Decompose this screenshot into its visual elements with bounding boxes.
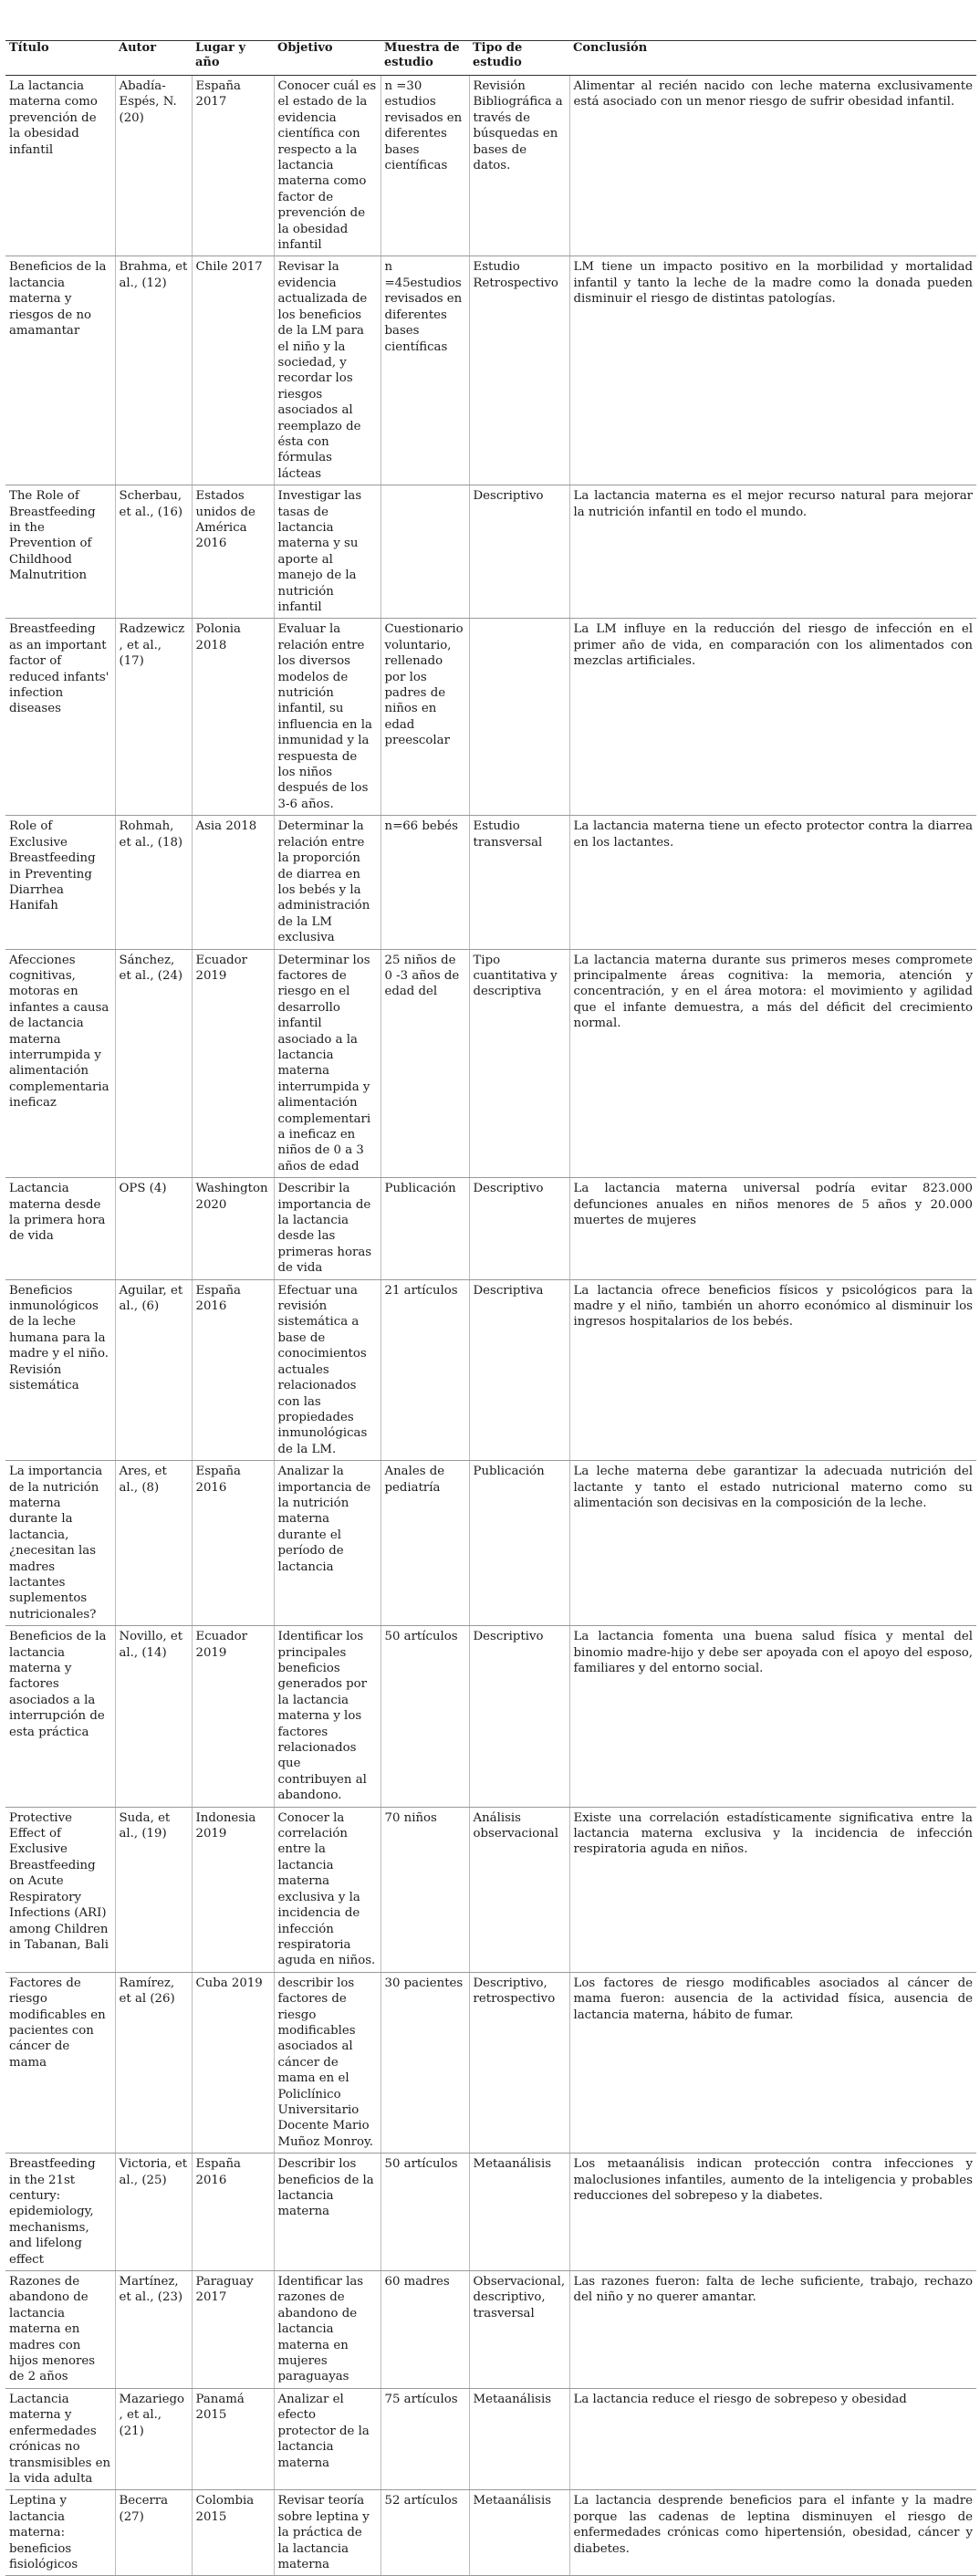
cell-autor: OPS (4) <box>115 1178 192 1279</box>
cell-tipo: Descriptivo <box>469 1626 569 1807</box>
cell-autor: Radzewicz, et al., (17) <box>115 619 192 816</box>
cell-objetivo: describir los factores de riesgo modificables asociados al cáncer de mama en el Policlínico Universitario Docente Mario Muñoz Monroy. <box>274 1972 381 2153</box>
cell-lugar-ano: Asia 2018 <box>192 816 274 949</box>
cell-objetivo: Conocer la correlación entre la lactancia materna exclusiva y la incidencia de infección respiratoria aguda en niños. <box>274 1807 381 1972</box>
cell-muestra: n =30 estudios revisados en diferentes bases científicas <box>381 76 469 256</box>
cell-conclusion: La lactancia materna universal podría evitar 823.000 defunciones anuales en niños menores de 5 años y 20.000 muertes de mujeres <box>569 1178 976 1279</box>
cell-conclusion: La lactancia desprende beneficios para el infante y la madre porque las cadenas de leptina disminuyen el riesgo de enfermedades crónicas como hipertensión, obesidad, cáncer y diabetes. <box>569 2490 976 2576</box>
header-objetivo: Objetivo <box>274 41 381 76</box>
table-row <box>5 2154 976 2271</box>
cell-titulo: Afecciones cognitivas, motoras en infantes a causa de lactancia materna interrumpida y alimentación complementaria ineficaz <box>5 949 115 1178</box>
cell-tipo: Tipo cuantitativa y descriptiva <box>469 949 569 1178</box>
cell-lugar-ano: Washington 2020 <box>192 1178 274 1279</box>
cell-objetivo: Analizar el efecto protector de la lactancia materna <box>274 2388 381 2489</box>
cell-tipo: Estudio Retrospectivo <box>469 256 569 485</box>
table-row <box>5 1279 976 1460</box>
table-row <box>5 76 976 256</box>
cell-objetivo: Identificar los principales beneficios generados por la lactancia materna y los factores relacionados que contribuyen al abandono. <box>274 1626 381 1807</box>
studies-table <box>5 40 976 2576</box>
cell-tipo: Revisión Bibliográfica a través de búsquedas en bases de datos. <box>469 76 569 256</box>
cell-lugar-ano: España 2016 <box>192 2154 274 2271</box>
cell-titulo: Role of Exclusive Breastfeeding in Preventing Diarrhea Hanifah <box>5 816 115 949</box>
header-tipo: Tipo de estudio <box>469 41 569 76</box>
cell-muestra: 50 artículos <box>381 2154 469 2271</box>
table-header <box>5 41 976 76</box>
cell-lugar-ano: Panamá 2015 <box>192 2388 274 2489</box>
cell-autor: Victoria, et al., (25) <box>115 2154 192 2271</box>
cell-titulo: Beneficios de la lactancia materna y factores asociados a la interrupción de esta práctica <box>5 1626 115 1807</box>
cell-conclusion: Existe una correlación estadísticamente significativa entre la lactancia materna exclusiva y la incidencia de infección respiratoria aguda en niños. <box>569 1807 976 1972</box>
cell-muestra: 21 artículos <box>381 1279 469 1460</box>
cell-lugar-ano: Ecuador 2019 <box>192 949 274 1178</box>
cell-titulo: Razones de abandono de lactancia materna en madres con hijos menores de 2 años <box>5 2271 115 2389</box>
table-row <box>5 1972 976 2153</box>
cell-autor: Mazariego, et al., (21) <box>115 2388 192 2489</box>
cell-titulo: Lactancia materna desde la primera hora de vida <box>5 1178 115 1279</box>
cell-objetivo: Efectuar una revisión sistemática a base de conocimientos actuales relacionados con las propiedades inmunológicas de la LM. <box>274 1279 381 1460</box>
cell-tipo: Observacional, descriptivo, trasversal <box>469 2271 569 2389</box>
cell-muestra: Publicación <box>381 1178 469 1279</box>
cell-lugar-ano: Polonia 2018 <box>192 619 274 816</box>
cell-lugar-ano: España 2016 <box>192 1279 274 1460</box>
cell-conclusion: La lactancia materna es el mejor recurso natural para mejorar la nutrición infantil en todo el mundo. <box>569 485 976 619</box>
cell-tipo: Descriptivo, retrospectivo <box>469 1972 569 2153</box>
cell-lugar-ano: España 2016 <box>192 1461 274 1626</box>
cell-objetivo: Evaluar la relación entre los diversos modelos de nutrición infantil, su influencia en la inmunidad y la respuesta de los niños después de los 3-6 años. <box>274 619 381 816</box>
cell-lugar-ano: Paraguay 2017 <box>192 2271 274 2389</box>
cell-conclusion: Alimentar al recién nacido con leche materna exclusivamente está asociado con un menor riesgo de sufrir obesidad infantil. <box>569 76 976 256</box>
cell-autor: Ramírez, et al (26) <box>115 1972 192 2153</box>
cell-tipo: Descriptivo <box>469 1178 569 1279</box>
cell-autor: Suda, et al., (19) <box>115 1807 192 1972</box>
cell-autor: Abadía-Espés, N. (20) <box>115 76 192 256</box>
table-row <box>5 1626 976 1807</box>
header-muestra: Muestra de estudio <box>381 41 469 76</box>
cell-conclusion: La lactancia materna tiene un efecto protector contra la diarrea en los lactantes. <box>569 816 976 949</box>
cell-muestra: 75 artículos <box>381 2388 469 2489</box>
cell-muestra: n =45estudios revisados en diferentes bases científicas <box>381 256 469 485</box>
cell-tipo: Descriptivo <box>469 485 569 619</box>
header-autor: Autor <box>115 41 192 76</box>
cell-lugar-ano: Ecuador 2019 <box>192 1626 274 1807</box>
cell-muestra: n=66 bebés <box>381 816 469 949</box>
cell-muestra: 60 madres <box>381 2271 469 2389</box>
cell-tipo <box>469 619 569 816</box>
cell-muestra: 50 artículos <box>381 1626 469 1807</box>
table-row <box>5 1178 976 1279</box>
cell-muestra: 25 niños de 0 -3 años de edad del <box>381 949 469 1178</box>
table-row <box>5 485 976 619</box>
cell-titulo: Beneficios de la lactancia materna y riesgos de no amamantar <box>5 256 115 485</box>
header-row <box>5 41 976 76</box>
table-row <box>5 949 976 1178</box>
cell-titulo: La importancia de la nutrición materna durante la lactancia, ¿necesitan las madres lactantes suplementos nutricionales? <box>5 1461 115 1626</box>
cell-conclusion: LM tiene un impacto positivo en la morbilidad y mortalidad infantil y tanto la leche de la madre como la donada pueden disminuir el riesgo de distintas patologías. <box>569 256 976 485</box>
cell-conclusion: La lactancia reduce el riesgo de sobrepeso y obesidad <box>569 2388 976 2489</box>
cell-objetivo: Determinar los factores de riesgo en el desarrollo infantil asociado a la lactancia materna interrumpida y alimentación complementaria ineficaz en niños de 0 a 3 años de edad <box>274 949 381 1178</box>
cell-objetivo: Analizar la importancia de la nutrición materna durante el período de lactancia <box>274 1461 381 1626</box>
cell-lugar-ano: Indonesia 2019 <box>192 1807 274 1972</box>
cell-autor: Brahma, et al., (12) <box>115 256 192 485</box>
cell-conclusion: La lactancia ofrece beneficios físicos y psicológicos para la madre y el niño, también un ahorro económico al disminuir los ingresos hospitalarios de los bebés. <box>569 1279 976 1460</box>
cell-muestra <box>381 485 469 619</box>
cell-objetivo: Conocer cuál es el estado de la evidencia científica con respecto a la lactancia materna como factor de prevención de la obesidad infantil <box>274 76 381 256</box>
cell-muestra: 52 artículos <box>381 2490 469 2576</box>
cell-conclusion: La leche materna debe garantizar la adecuada nutrición del lactante y tanto el estado nutricional materno como su alimentación son decisivas en la composición de la leche. <box>569 1461 976 1626</box>
cell-autor: Novillo, et al., (14) <box>115 1626 192 1807</box>
cell-lugar-ano: Chile 2017 <box>192 256 274 485</box>
cell-lugar-ano: España 2017 <box>192 76 274 256</box>
table-row <box>5 256 976 485</box>
table-row <box>5 1461 976 1626</box>
cell-tipo: Publicación <box>469 1461 569 1626</box>
cell-lugar-ano: Estados unidos de América 2016 <box>192 485 274 619</box>
cell-objetivo: Revisar teoría sobre leptina y la práctica de la lactancia materna <box>274 2490 381 2576</box>
cell-conclusion: Las razones fueron: falta de leche suficiente, trabajo, rechazo del niño y no querer amantar. <box>569 2271 976 2389</box>
cell-titulo: Factores de riesgo modificables en pacientes con cáncer de mama <box>5 1972 115 2153</box>
cell-titulo: The Role of Breastfeeding in the Prevention of Childhood Malnutrition <box>5 485 115 619</box>
cell-autor: Scherbau, et al., (16) <box>115 485 192 619</box>
header-conclusion: Conclusión <box>569 41 976 76</box>
cell-muestra: 30 pacientes <box>381 1972 469 2153</box>
cell-objetivo: Describir los beneficios de la lactancia materna <box>274 2154 381 2271</box>
cell-lugar-ano: Colombia 2015 <box>192 2490 274 2576</box>
cell-autor: Ares, et al., (8) <box>115 1461 192 1626</box>
cell-objetivo: Describir la importancia de la lactancia desde las primeras horas de vida <box>274 1178 381 1279</box>
table-body <box>5 76 976 2576</box>
cell-tipo: Análisis observacional <box>469 1807 569 1972</box>
cell-conclusion: La LM influye en la reducción del riesgo de infección en el primer año de vida, en comparación con los alimentados con mezclas artificiales. <box>569 619 976 816</box>
cell-titulo: Lactancia materna y enfermedades crónicas no transmisibles en la vida adulta <box>5 2388 115 2489</box>
cell-objetivo: Investigar las tasas de lactancia materna y su aporte al manejo de la nutrición infantil <box>274 485 381 619</box>
header-titulo: Título <box>5 41 115 76</box>
table-row <box>5 619 976 816</box>
cell-autor: Aguilar, et al., (6) <box>115 1279 192 1460</box>
cell-tipo: Metaanálisis <box>469 2490 569 2576</box>
cell-objetivo: Revisar la evidencia actualizada de los beneficios de la LM para el niño y la sociedad, y recordar los riesgos asociados al reemplazo de ésta con fórmulas lácteas <box>274 256 381 485</box>
cell-conclusion: La lactancia materna durante sus primeros meses compromete principalmente áreas cognitiva: la memoria, atención y concentración, y en el área motora: el movimiento y agilidad que el infante demuestra, a más del déficit del crecimiento normal. <box>569 949 976 1178</box>
cell-tipo: Metaanálisis <box>469 2388 569 2489</box>
cell-conclusion: Los metaanálisis indican protección contra infecciones y maloclusiones infantiles, aumento de la inteligencia y probables reducciones del sobrepeso y la diabetes. <box>569 2154 976 2271</box>
cell-autor: Sánchez, et al., (24) <box>115 949 192 1178</box>
cell-muestra: Anales de pediatría <box>381 1461 469 1626</box>
cell-titulo: Leptina y lactancia materna: beneficios fisiológicos <box>5 2490 115 2576</box>
cell-titulo: Breastfeeding as an important factor of reduced infants' infection diseases <box>5 619 115 816</box>
table-row <box>5 2271 976 2389</box>
cell-autor: Martínez, et al., (23) <box>115 2271 192 2389</box>
table-row <box>5 1807 976 1972</box>
cell-titulo: La lactancia materna como prevención de la obesidad infantil <box>5 76 115 256</box>
cell-conclusion: La lactancia fomenta una buena salud física y mental del binomio madre-hijo y debe ser apoyada con el apoyo del esposo, familiares y del entorno social. <box>569 1626 976 1807</box>
table-row <box>5 816 976 949</box>
cell-objetivo: Determinar la relación entre la proporción de diarrea en los bebés y la administración de la LM exclusiva <box>274 816 381 949</box>
cell-tipo: Estudio transversal <box>469 816 569 949</box>
cell-muestra: 70 niños <box>381 1807 469 1972</box>
cell-objetivo: Identificar las razones de abandono de lactancia materna en mujeres paraguayas <box>274 2271 381 2389</box>
cell-autor: Rohmah, et al., (18) <box>115 816 192 949</box>
cell-lugar-ano: Cuba 2019 <box>192 1972 274 2153</box>
cell-tipo: Descriptiva <box>469 1279 569 1460</box>
cell-titulo: Protective Effect of Exclusive Breastfeeding on Acute Respiratory Infections (ARI) among Children in Tabanan, Bali <box>5 1807 115 1972</box>
table-row <box>5 2490 976 2576</box>
cell-conclusion: Los factores de riesgo modificables asociados al cáncer de mama fueron: ausencia de la actividad física, ausencia de lactancia materna, hábito de fumar. <box>569 1972 976 2153</box>
header-lugar-ano: Lugar y año <box>192 41 274 76</box>
cell-autor: Becerra (27) <box>115 2490 192 2576</box>
cell-titulo: Beneficios inmunológicos de la leche humana para la madre y el niño. Revisión sistemática <box>5 1279 115 1460</box>
cell-muestra: Cuestionario voluntario, rellenado por los padres de niños en edad preescolar <box>381 619 469 816</box>
cell-tipo: Metaanálisis <box>469 2154 569 2271</box>
table-row <box>5 2388 976 2489</box>
cell-titulo: Breastfeeding in the 21st century: epidemiology, mechanisms, and lifelong effect <box>5 2154 115 2271</box>
